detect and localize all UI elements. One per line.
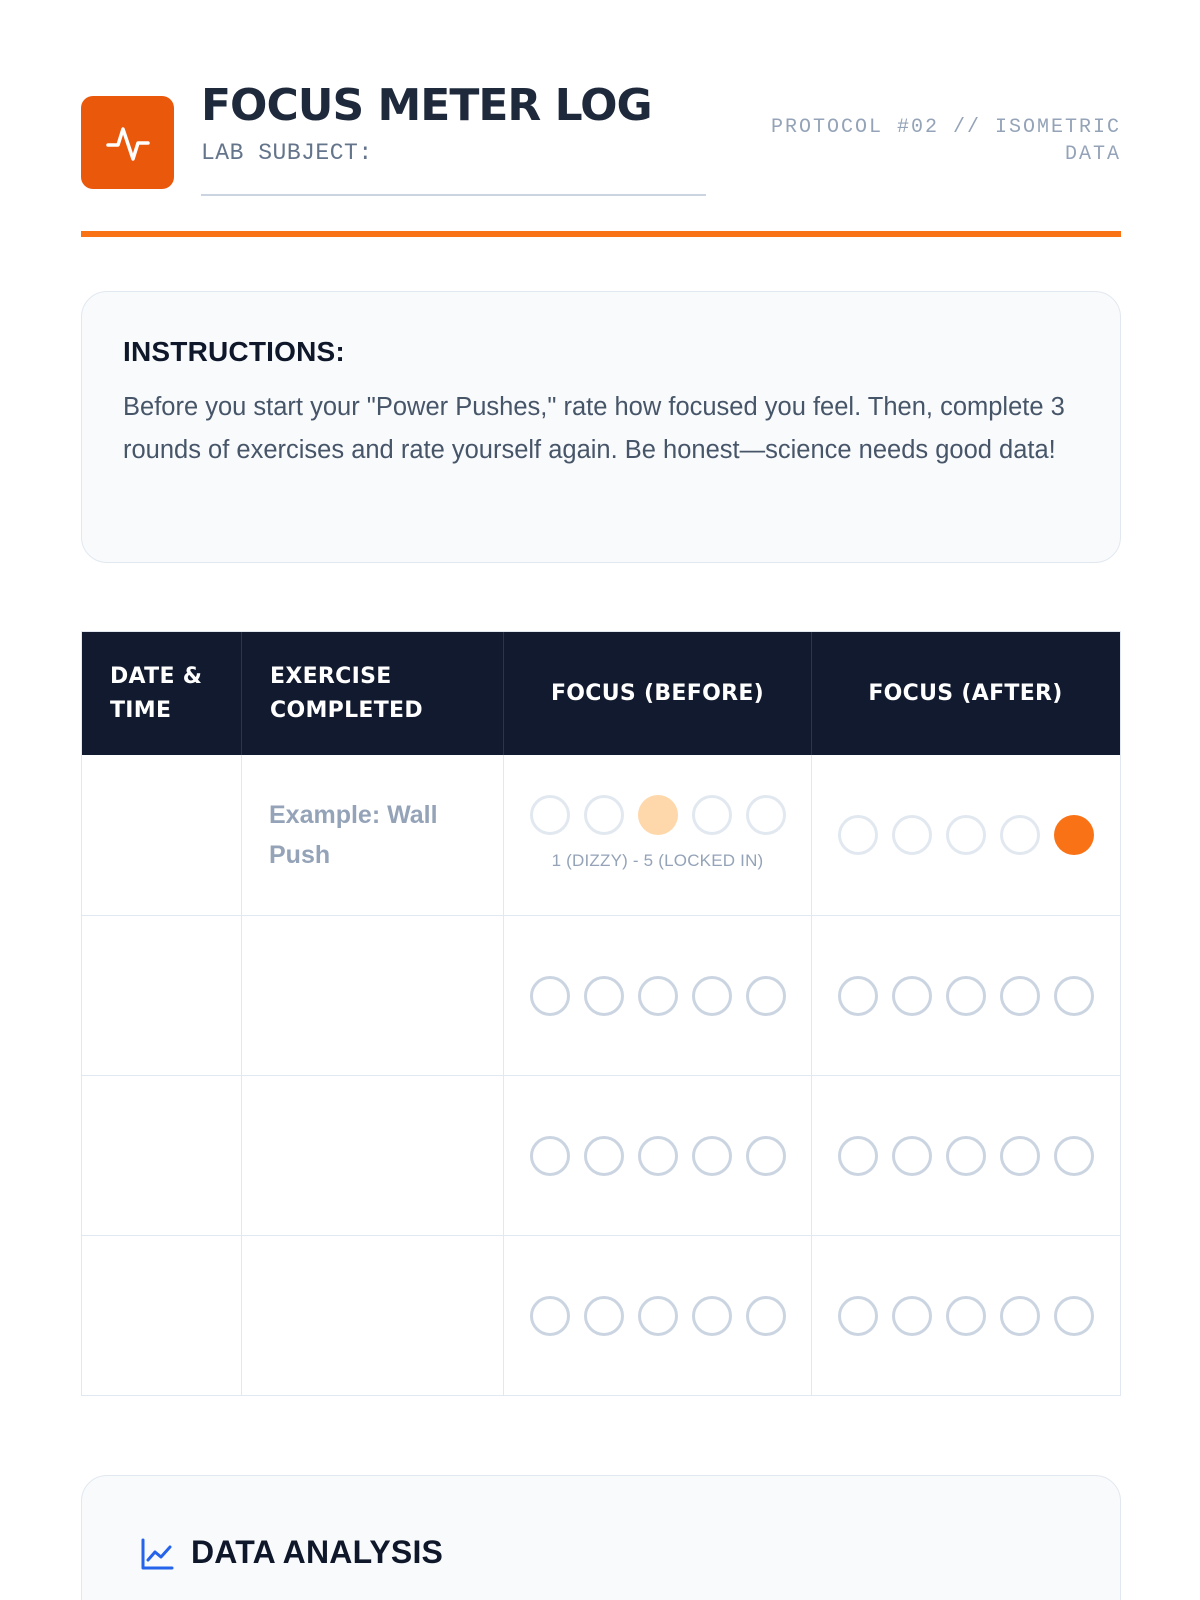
date-time-cell[interactable]	[82, 755, 242, 915]
focus-after-cell	[812, 916, 1119, 1075]
exercise-cell[interactable]	[242, 1236, 504, 1395]
example-before-rating	[530, 795, 786, 835]
table-row-example	[82, 755, 1120, 915]
focus-after-group	[812, 815, 1119, 855]
row3-after-dot-4[interactable]	[1000, 1296, 1040, 1336]
row3-before-dot-2[interactable]	[584, 1296, 624, 1336]
focus-after-group	[812, 976, 1119, 1016]
example-before-dot-3[interactable]	[638, 795, 678, 835]
header-exercise: EXERCISE COMPLETED	[242, 632, 504, 755]
row3-before-dot-4[interactable]	[692, 1296, 732, 1336]
row2-before-dot-5[interactable]	[746, 1136, 786, 1176]
header-date-time: DATE & TIME	[82, 632, 242, 755]
page-title: FOCUS METER LOG	[201, 80, 652, 131]
example-before-dot-1[interactable]	[530, 795, 570, 835]
row3-before-dot-1[interactable]	[530, 1296, 570, 1336]
example-exercise-text: Example: Wall Push	[269, 801, 438, 869]
example-after-rating	[812, 815, 1119, 855]
table-row	[82, 1075, 1120, 1235]
line-chart-icon	[139, 1536, 175, 1572]
exercise-cell[interactable]	[242, 1076, 504, 1235]
focus-after-group	[812, 1136, 1119, 1176]
example-after-dot-2[interactable]	[892, 815, 932, 855]
focus-before-cell	[504, 755, 812, 915]
date-time-cell[interactable]	[82, 1076, 242, 1235]
row3-after-dot-1[interactable]	[838, 1296, 878, 1336]
instructions-text: Before you start your "Power Pushes," rate how focused you feel. Then, complete 3 rounds of exercises and rate yourself again. Be honest—science needs good data!	[123, 393, 1065, 464]
row2-after-dot-2[interactable]	[892, 1136, 932, 1176]
focus-before-group	[504, 976, 811, 1016]
table-header	[82, 632, 1120, 755]
focus-after-cell	[812, 755, 1119, 915]
focus-after-cell	[812, 1236, 1119, 1395]
exercise-cell[interactable]	[242, 916, 504, 1075]
example-before-dot-5[interactable]	[746, 795, 786, 835]
worksheet-page	[81, 0, 1121, 1600]
table-row	[82, 1235, 1120, 1395]
example-after-dot-4[interactable]	[1000, 815, 1040, 855]
row1-after-dot-5[interactable]	[1054, 976, 1094, 1016]
row1-before-dot-3[interactable]	[638, 976, 678, 1016]
example-after-dot-3[interactable]	[946, 815, 986, 855]
pulse-icon	[104, 119, 152, 167]
focus-after-cell	[812, 1076, 1119, 1235]
row3-after-dot-3[interactable]	[946, 1296, 986, 1336]
row2-after-dot-5[interactable]	[1054, 1136, 1094, 1176]
row2-after-rating	[812, 1136, 1119, 1176]
row2-before-dot-1[interactable]	[530, 1136, 570, 1176]
data-analysis-title: DATA ANALYSIS	[191, 1534, 444, 1570]
row3-after-rating	[812, 1296, 1119, 1336]
instructions-heading: INSTRUCTIONS:	[123, 336, 345, 367]
instructions-box	[81, 291, 1121, 563]
row2-before-rating	[504, 1136, 811, 1176]
row1-after-dot-4[interactable]	[1000, 976, 1040, 1016]
row1-before-dot-4[interactable]	[692, 976, 732, 1016]
focus-log-table	[81, 631, 1121, 1396]
example-before-dot-2[interactable]	[584, 795, 624, 835]
date-time-cell[interactable]	[82, 916, 242, 1075]
header-divider	[81, 231, 1121, 237]
data-analysis-box	[81, 1475, 1121, 1600]
date-time-cell[interactable]	[82, 1236, 242, 1395]
protocol-label: PROTOCOL #02 // ISOMETRIC DATA	[770, 116, 1121, 166]
row3-before-dot-5[interactable]	[746, 1296, 786, 1336]
focus-before-cell	[504, 916, 812, 1075]
focus-before-group	[504, 795, 811, 871]
row3-after-dot-2[interactable]	[892, 1296, 932, 1336]
table-row	[82, 915, 1120, 1075]
example-after-dot-1[interactable]	[838, 815, 878, 855]
example-before-dot-4[interactable]	[692, 795, 732, 835]
row2-before-dot-4[interactable]	[692, 1136, 732, 1176]
lab-subject-field[interactable]	[201, 194, 706, 196]
scale-hint: 1 (DIZZY) - 5 (LOCKED IN)	[551, 851, 764, 870]
exercise-cell[interactable]	[242, 755, 504, 915]
row2-after-dot-1[interactable]	[838, 1136, 878, 1176]
table-body	[82, 755, 1120, 1395]
focus-before-group	[504, 1136, 811, 1176]
focus-before-cell	[504, 1076, 812, 1235]
row1-before-rating	[504, 976, 811, 1016]
row2-after-dot-3[interactable]	[946, 1136, 986, 1176]
focus-after-group	[812, 1296, 1119, 1336]
row1-before-dot-1[interactable]	[530, 976, 570, 1016]
header	[81, 80, 1121, 240]
lab-subject-label: LAB SUBJECT:	[201, 140, 373, 166]
row1-after-dot-1[interactable]	[838, 976, 878, 1016]
example-after-dot-5[interactable]	[1054, 815, 1094, 855]
row2-after-dot-4[interactable]	[1000, 1136, 1040, 1176]
header-focus-before: FOCUS (BEFORE)	[504, 632, 812, 755]
row1-after-dot-2[interactable]	[892, 976, 932, 1016]
logo-badge	[81, 96, 174, 189]
header-focus-after: FOCUS (AFTER)	[868, 680, 1063, 706]
row2-before-dot-2[interactable]	[584, 1136, 624, 1176]
row3-before-dot-3[interactable]	[638, 1296, 678, 1336]
row1-before-dot-5[interactable]	[746, 976, 786, 1016]
row1-after-rating	[812, 976, 1119, 1016]
row3-after-dot-5[interactable]	[1054, 1296, 1094, 1336]
row1-before-dot-2[interactable]	[584, 976, 624, 1016]
focus-before-group	[504, 1296, 811, 1336]
row3-before-rating	[504, 1296, 811, 1336]
row1-after-dot-3[interactable]	[946, 976, 986, 1016]
row2-before-dot-3[interactable]	[638, 1136, 678, 1176]
focus-before-cell	[504, 1236, 812, 1395]
